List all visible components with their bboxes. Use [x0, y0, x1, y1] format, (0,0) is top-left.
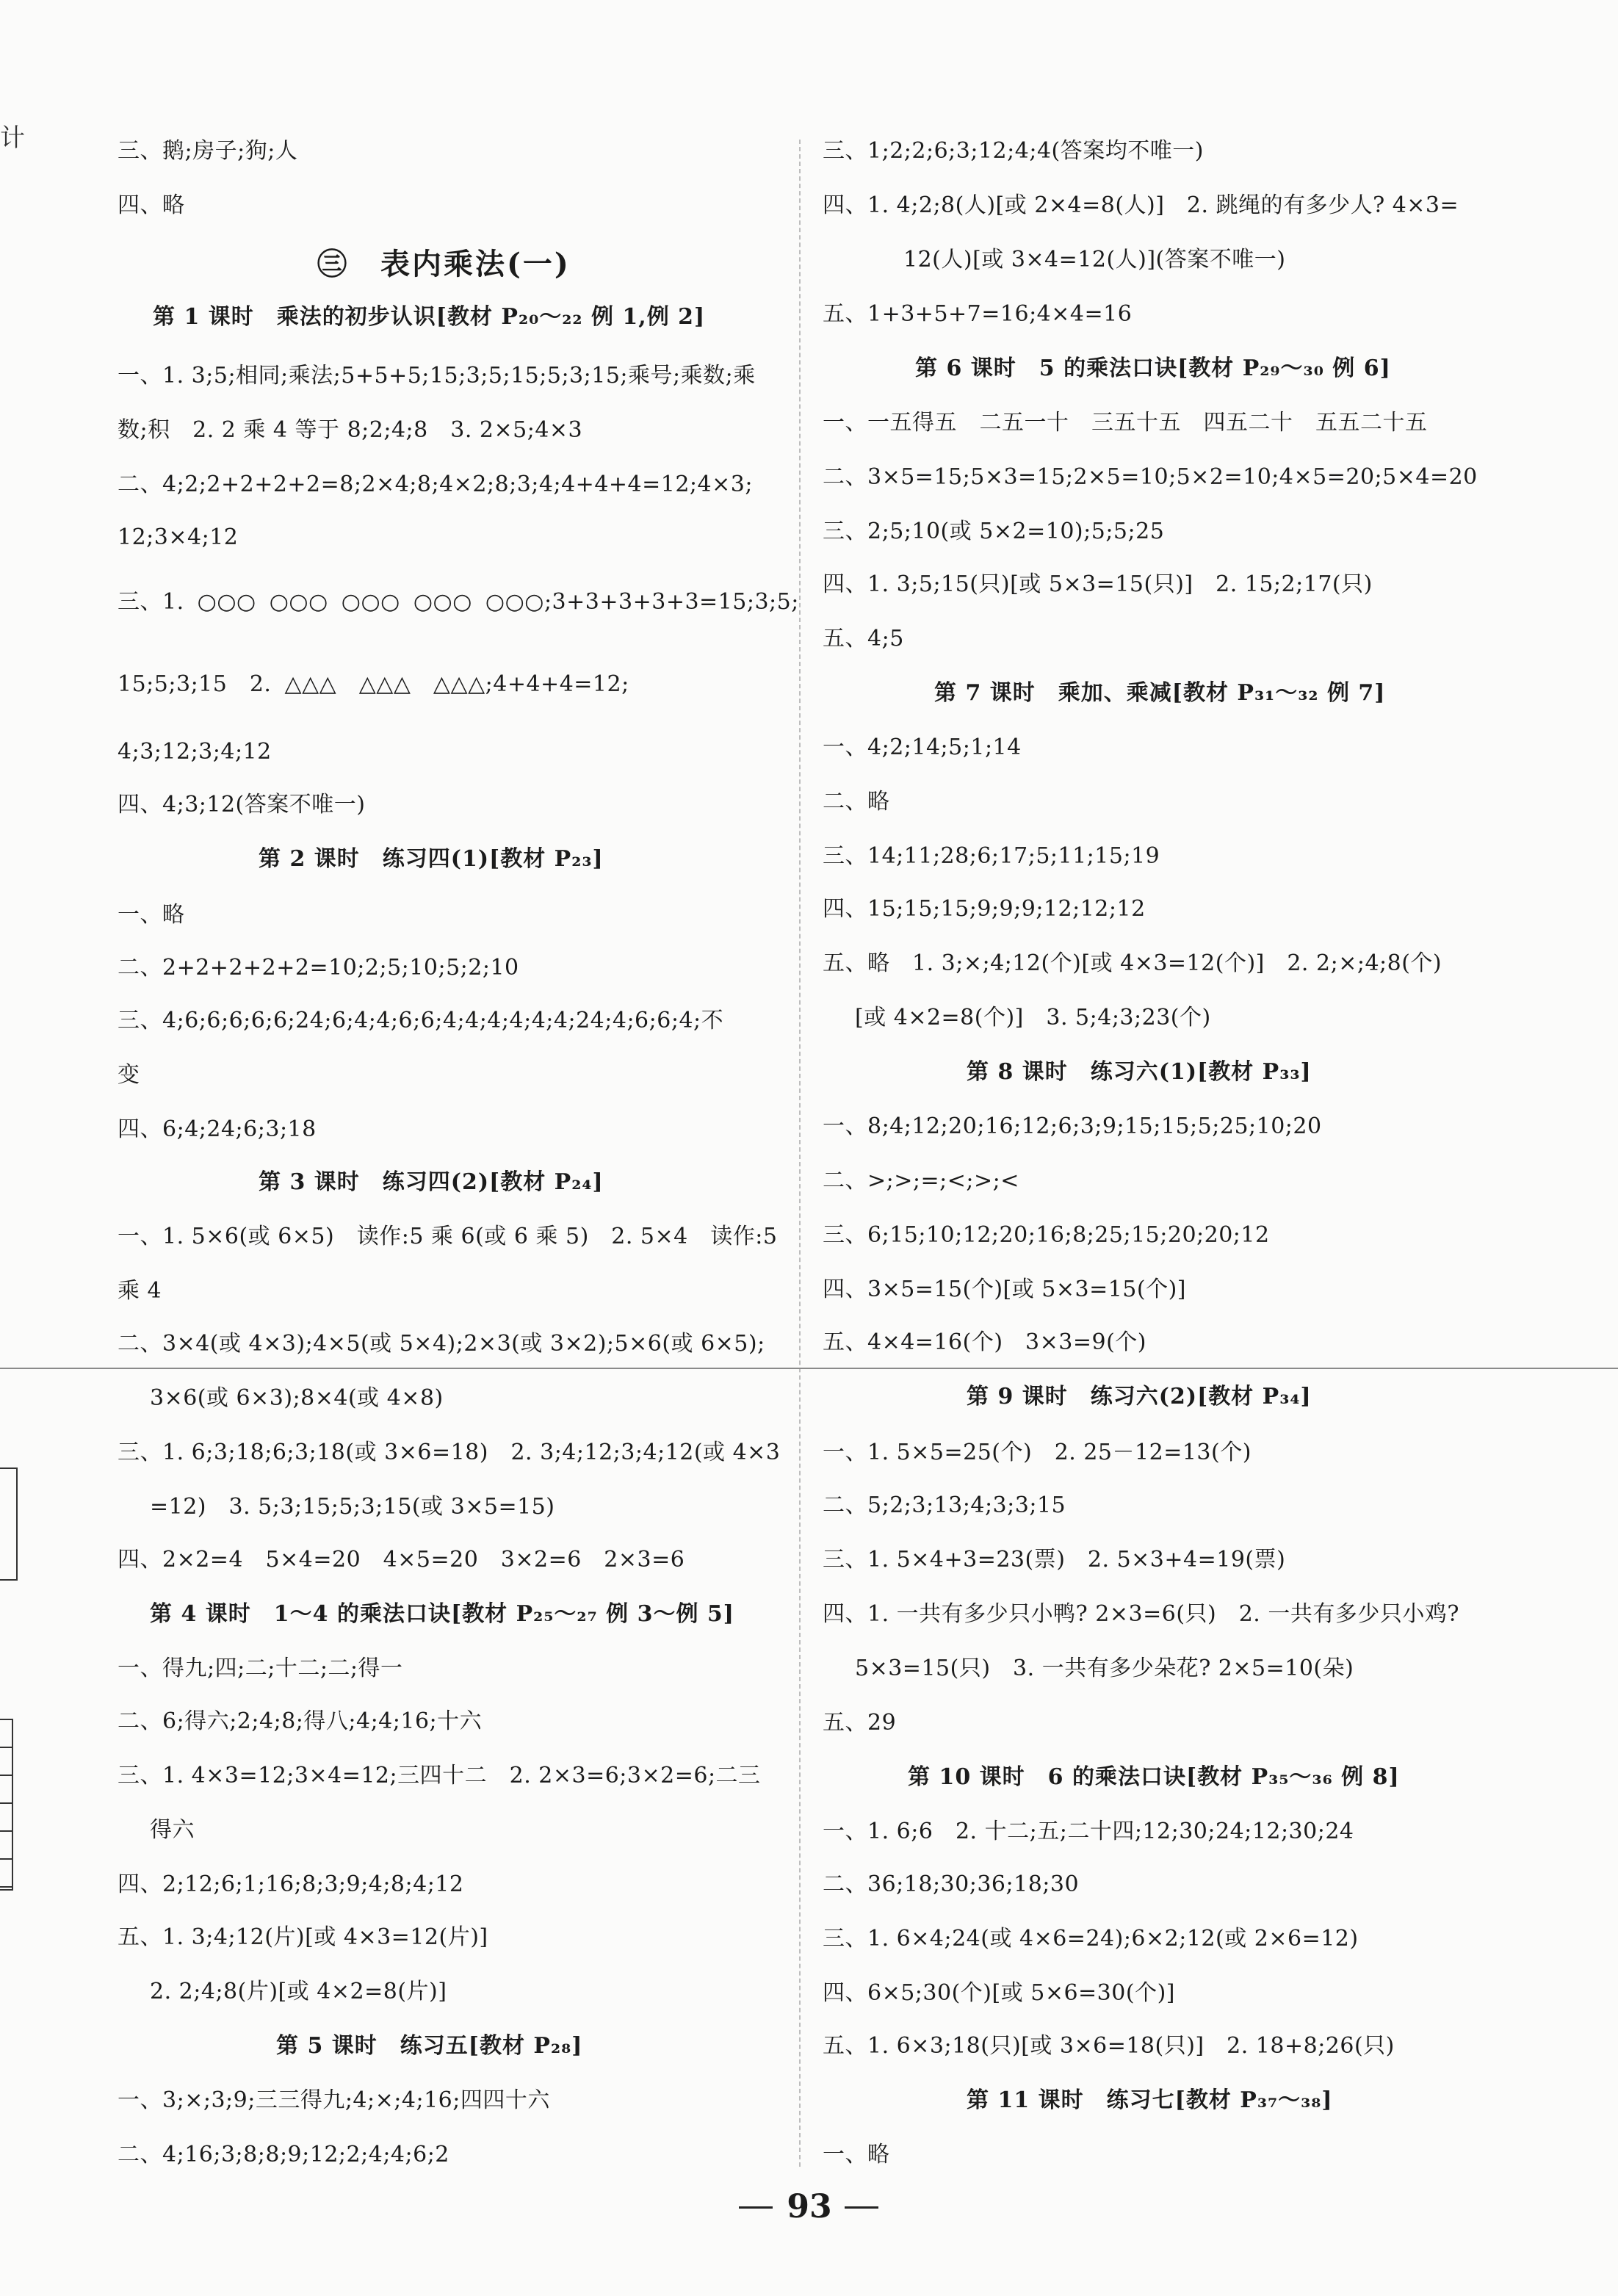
answer-line: 二、3×5=15;5×3=15;2×5=10;5×2=10;4×5=20;5×4=20	[823, 464, 1478, 490]
answer-line: 2. 2;4;8(片)[或 4×2=8(片)]	[150, 1979, 447, 2004]
answer-line: 三、1. 6×4;24(或 4×6=24);6×2;12(或 2×6=12)	[823, 1926, 1359, 1952]
answer-line: 得六	[150, 1817, 195, 1843]
answer-line: 三、鹅;房子;狗;人	[118, 138, 298, 164]
answer-line: 三、2;5;10(或 5×2=10);5;5;25	[823, 519, 1165, 544]
lesson-heading: 第 11 课时 练习七[教材 P₃₇～₃₈]	[967, 2087, 1333, 2113]
answer-line: 二、3×4(或 4×3);4×5(或 5×4);2×3(或 3×2);5×6(或 6×5);	[118, 1331, 765, 1357]
answer-line: 一、3;×;3;9;三三得九;4;×;4;16;四四十六	[118, 2087, 550, 2113]
answer-line: 一、得九;四;二;十二;二;得一	[118, 1656, 403, 1681]
answer-line: 一、1. 5×6(或 6×5) 读作:5 乘 6(或 6 乘 5) 2. 5×4 读作:5	[118, 1224, 778, 1249]
answer-line: =12) 3. 5;3;15;5;3;15(或 3×5=15)	[150, 1494, 555, 1520]
answer-line: [或 4×2=8(个)] 3. 5;4;3;23(个)	[855, 1005, 1211, 1030]
answer-line: 一、略	[823, 2142, 890, 2167]
answer-line: 四、略	[118, 192, 185, 218]
lesson-heading: 第 3 课时 练习四(2)[教材 P₂₄]	[259, 1169, 604, 1195]
column-divider	[799, 140, 801, 2167]
answer-line: 变	[118, 1062, 140, 1088]
answer-line: 三、14;11;28;6;17;5;11;15;19	[823, 843, 1160, 869]
page-number-dash-left	[739, 2206, 773, 2209]
page-number-dash-right	[845, 2206, 878, 2209]
answer-line: 三、1. 5×4+3=23(票) 2. 5×3+4=19(票)	[823, 1547, 1286, 1573]
margin-fragment-text: 计	[0, 123, 25, 153]
answer-line: 二、5;2;3;13;4;3;3;15	[823, 1492, 1066, 1518]
answer-line: 五、4;5	[823, 626, 904, 651]
answer-line: 二、>;>;=;<;>;<	[823, 1168, 1019, 1194]
answer-line: 五、略 1. 3;×;4;12(个)[或 4×3=12(个)] 2. 2;×;4;8(个)	[823, 950, 1442, 976]
answer-line: 一、1. 5×5=25(个) 2. 25－12=13(个)	[823, 1440, 1252, 1465]
lesson-heading: 第 2 课时 练习四(1)[教材 P₂₃]	[259, 846, 604, 872]
margin-box-mark	[0, 1468, 18, 1581]
chapter-title: ㊂ 表内乘法(一)	[317, 247, 571, 281]
page-number: 93	[787, 2188, 832, 2225]
answer-line: 二、2+2+2+2+2=10;2;5;10;5;2;10	[118, 955, 519, 981]
lesson-heading: 第 9 课时 练习六(2)[教材 P₃₄]	[967, 1384, 1312, 1409]
answer-line: 五、29	[823, 1710, 897, 1736]
answer-line: 五、1. 3;4;12(片)[或 4×3=12(片)]	[118, 1924, 488, 1950]
answer-line: 二、4;2;2+2+2+2=8;2×4;8;4×2;8;3;4;4+4+4=12;4×3;	[118, 472, 753, 497]
answer-line: 12(人)[或 3×4=12(人)](答案不唯一)	[903, 247, 1286, 272]
answer-line: 一、1. 6;6 2. 十二;五;二十四;12;30;24;12;30;24	[823, 1819, 1354, 1844]
answer-line: 四、6;4;24;6;3;18	[118, 1116, 317, 1142]
lesson-heading: 第 5 课时 练习五[教材 P₂₈]	[276, 2033, 583, 2059]
answer-line: 四、6×5;30(个)[或 5×6=30(个)]	[823, 1980, 1175, 2006]
answer-line: 一、一五得五 二五一十 三五十五 四五二十 五五二十五	[823, 410, 1428, 436]
answer-line: 四、1. 3;5;15(只)[或 5×3=15(只)] 2. 15;2;17(只)	[823, 571, 1373, 597]
answer-line: 四、4;3;12(答案不唯一)	[118, 792, 366, 817]
answer-line: 三、4;6;6;6;6;6;24;6;4;4;6;6;4;4;4;4;4;4;24;4;6;6;4;不	[118, 1008, 724, 1033]
answer-line: 二、36;18;30;36;18;30	[823, 1871, 1080, 1897]
lesson-heading: 第 10 课时 6 的乘法口诀[教材 P₃₅～₃₆ 例 8]	[908, 1764, 1400, 1790]
answer-line: 五、1+3+5+7=16;4×4=16	[823, 301, 1133, 327]
answer-line: 一、1. 3;5;相同;乘法;5+5+5;15;3;5;15;5;3;15;乘号;乘数;乘	[118, 363, 756, 389]
answer-line: 五、1. 6×3;18(只)[或 3×6=18(只)] 2. 18+8;26(只)	[823, 2033, 1395, 2059]
answer-line: 四、2;12;6;1;16;8;3;9;4;8;4;12	[118, 1871, 464, 1897]
answer-line: 一、略	[118, 902, 185, 928]
margin-grid-mark	[0, 1719, 13, 1891]
lesson-heading: 第 4 课时 1～4 的乘法口诀[教材 P₂₅～₂₇ 例 3～例 5]	[150, 1601, 734, 1627]
triangle-group-line: 15;5;3;15 2. △△△ △△△ △△△;4+4+4=12;	[118, 671, 629, 697]
answer-line: 三、6;15;10;12;20;16;8;25;15;20;20;12	[823, 1222, 1270, 1248]
answer-line: 四、15;15;15;9;9;9;12;12;12	[823, 896, 1146, 922]
answer-line: 三、1. 6;3;18;6;3;18(或 3×6=18) 2. 3;4;12;3;4;12(或 4×3	[118, 1440, 781, 1465]
answer-line: 3×6(或 6×3);8×4(或 4×8)	[150, 1385, 444, 1411]
answer-line: 五、4×4=16(个) 3×3=9(个)	[823, 1329, 1146, 1355]
answer-line: 三、1;2;2;6;3;12;4;4(答案均不唯一)	[823, 138, 1204, 164]
answer-line: 三、1. 4×3=12;3×4=12;三四十二 2. 2×3=6;3×2=6;二三	[118, 1763, 761, 1788]
fold-line	[0, 1368, 1618, 1369]
answer-line: 数;积 2. 2 乘 4 等于 8;2;4;8 3. 2×5;4×3	[118, 417, 583, 443]
answer-line: 5×3=15(只) 3. 一共有多少朵花? 2×5=10(朵)	[855, 1656, 1354, 1681]
answer-line: 二、略	[823, 789, 890, 815]
answer-line: 12;3×4;12	[118, 524, 239, 550]
lesson-heading: 第 6 课时 5 的乘法口诀[教材 P₂₉～₃₀ 例 6]	[915, 355, 1391, 381]
answer-line: 四、3×5=15(个)[或 5×3=15(个)]	[823, 1277, 1187, 1302]
answer-line: 二、4;16;3;8;8;9;12;2;4;4;6;2	[118, 2142, 449, 2167]
answer-line: 乘 4	[118, 1278, 162, 1304]
lesson-heading: 第 7 课时 乘加、乘减[教材 P₃₁～₃₂ 例 7]	[934, 680, 1386, 706]
answer-line: 一、8;4;12;20;16;12;6;3;9;15;15;5;25;10;20	[823, 1113, 1322, 1139]
answer-line: 二、6;得六;2;4;8;得八;4;4;16;十六	[118, 1708, 483, 1734]
lesson-heading: 第 8 课时 练习六(1)[教材 P₃₃]	[967, 1059, 1312, 1085]
answer-line: 一、4;2;14;5;1;14	[823, 734, 1022, 760]
answer-line: 四、1. 一共有多少只小鸭? 2×3=6(只) 2. 一共有多少只小鸡?	[823, 1601, 1459, 1627]
answer-line: 4;3;12;3;4;12	[118, 739, 272, 765]
answer-line: 四、1. 4;2;8(人)[或 2×4=8(人)] 2. 跳绳的有多少人? 4×3=	[823, 192, 1459, 218]
circle-group-line: 三、1. ○○○ ○○○ ○○○ ○○○ ○○○;3+3+3+3+3=15;3;5;	[118, 589, 799, 615]
lesson-heading: 第 1 课时 乘法的初步认识[教材 P₂₀～₂₂ 例 1,例 2]	[153, 304, 706, 330]
answer-line: 四、2×2=4 5×4=20 4×5=20 3×2=6 2×3=6	[118, 1547, 685, 1573]
